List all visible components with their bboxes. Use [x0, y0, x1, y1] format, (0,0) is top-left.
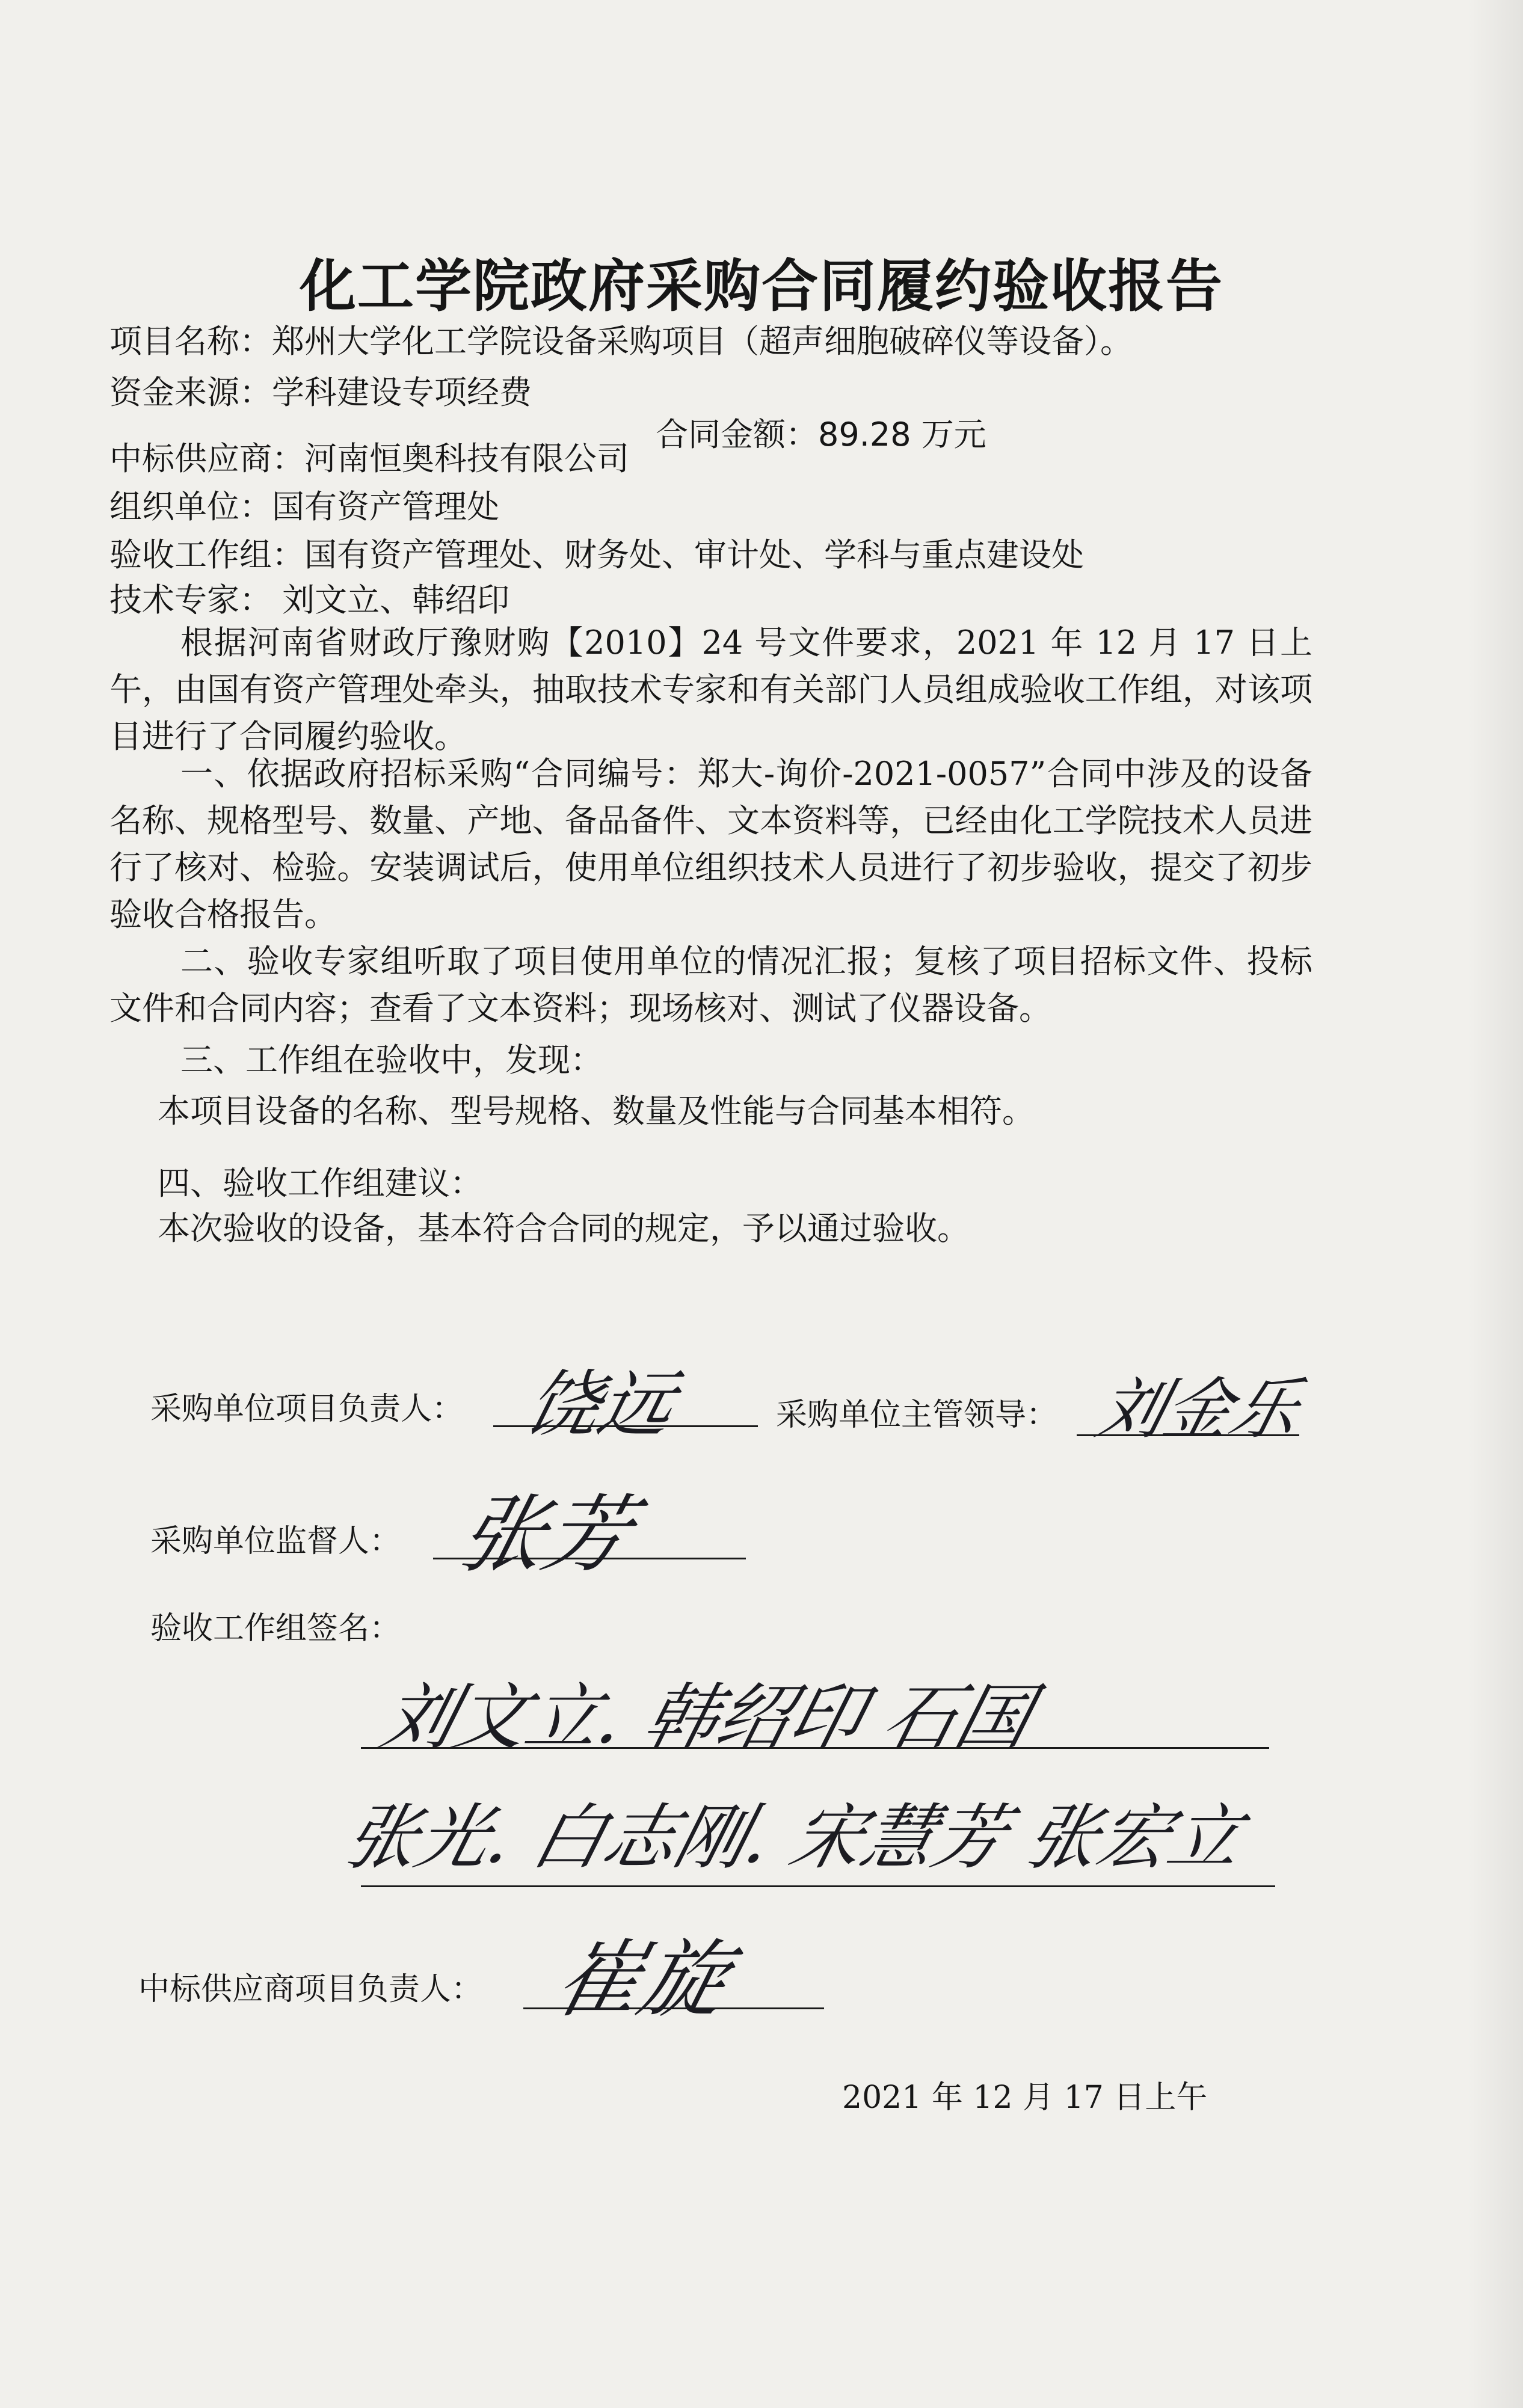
work-group-line: 验收工作组：国有资产管理处、财务处、审计处、学科与重点建设处	[109, 536, 1084, 574]
page-edge-shadow	[1468, 0, 1523, 2408]
project-leader-label: 采购单位项目负责人：	[150, 1391, 464, 1427]
organizer-line: 组织单位：国有资产管理处	[109, 488, 499, 526]
clause-one: 一、依据政府招标采购“合同编号：郑大-询价-2021-0057”合同中涉及的设备名称、规格型号、数量、产地、备品备件、文本资料等，已经由化工学院技术人员进行了核对、检验。安装调试后，使用单位组织技术人员进行了初步验收，提交了初步验收合格报告。	[109, 755, 1312, 933]
clause-two: 二、验收专家组听取了项目使用单位的情况汇报；复核了项目招标文件、投标文件和合同内容；查看了文本资料；现场核对、测试了仪器设备。	[109, 942, 1312, 1027]
work-group-sign-label: 验收工作组签名：	[150, 1611, 401, 1647]
intro-paragraph: 根据河南省财政厅豫财购【2010】24 号文件要求，2021 年 12 月 17 日上午，由国有资产管理处牵头，抽取技术专家和有关部门人员组成验收工作组，对该项目进行了合同履约验收。	[109, 624, 1312, 755]
supplier-leader-label: 中标供应商项目负责人：	[138, 1971, 483, 2007]
clause-three-text: 本项目设备的名称、型号规格、数量及性能与合同基本相符。	[158, 1092, 1035, 1130]
supplier-leader-signature: 崔旋	[545, 1931, 739, 2029]
supervisor-leader-label: 采购单位主管领导：	[776, 1397, 1058, 1433]
report-date: 2021 年 12 月 17 日上午	[842, 2080, 1208, 2116]
report-title: 化工学院政府采购合同履约验收报告	[299, 254, 1223, 319]
work-group-signatures-row2: 张光. 白志刚. 宋慧芳 张宏立	[337, 1796, 1252, 1879]
work-group-underline-1	[361, 1747, 1269, 1749]
work-group-underline-2	[361, 1885, 1275, 1887]
project-leader-signature: 饶远	[517, 1363, 683, 1447]
supplier-line: 中标供应商：河南恒奥科技有限公司	[109, 440, 629, 478]
experts-line: 技术专家： 刘文立、韩绍印	[109, 581, 510, 619]
clause-three-heading: 三、工作组在验收中，发现：	[180, 1041, 603, 1079]
clause-four-heading: 四、验收工作组建议：	[158, 1164, 482, 1202]
work-group-signatures-row1: 刘文立. 韩绍印 石国	[373, 1676, 1041, 1760]
supervisor-leader-signature: 刘金乐	[1089, 1371, 1308, 1448]
project-name-line: 项目名称：郑州大学化工学院设备采购项目（超声细胞破碎仪等设备）。	[109, 322, 1133, 360]
monitor-signature: 张芳	[449, 1486, 642, 1584]
contract-amount-line: 合同金额：89.28 万元	[656, 416, 986, 453]
clause-four-text: 本次验收的设备，基本符合合同的规定，予以通过验收。	[158, 1209, 970, 1247]
fund-source-line: 资金来源：学科建设专项经费	[109, 373, 532, 411]
monitor-label: 采购单位监督人：	[150, 1523, 401, 1559]
